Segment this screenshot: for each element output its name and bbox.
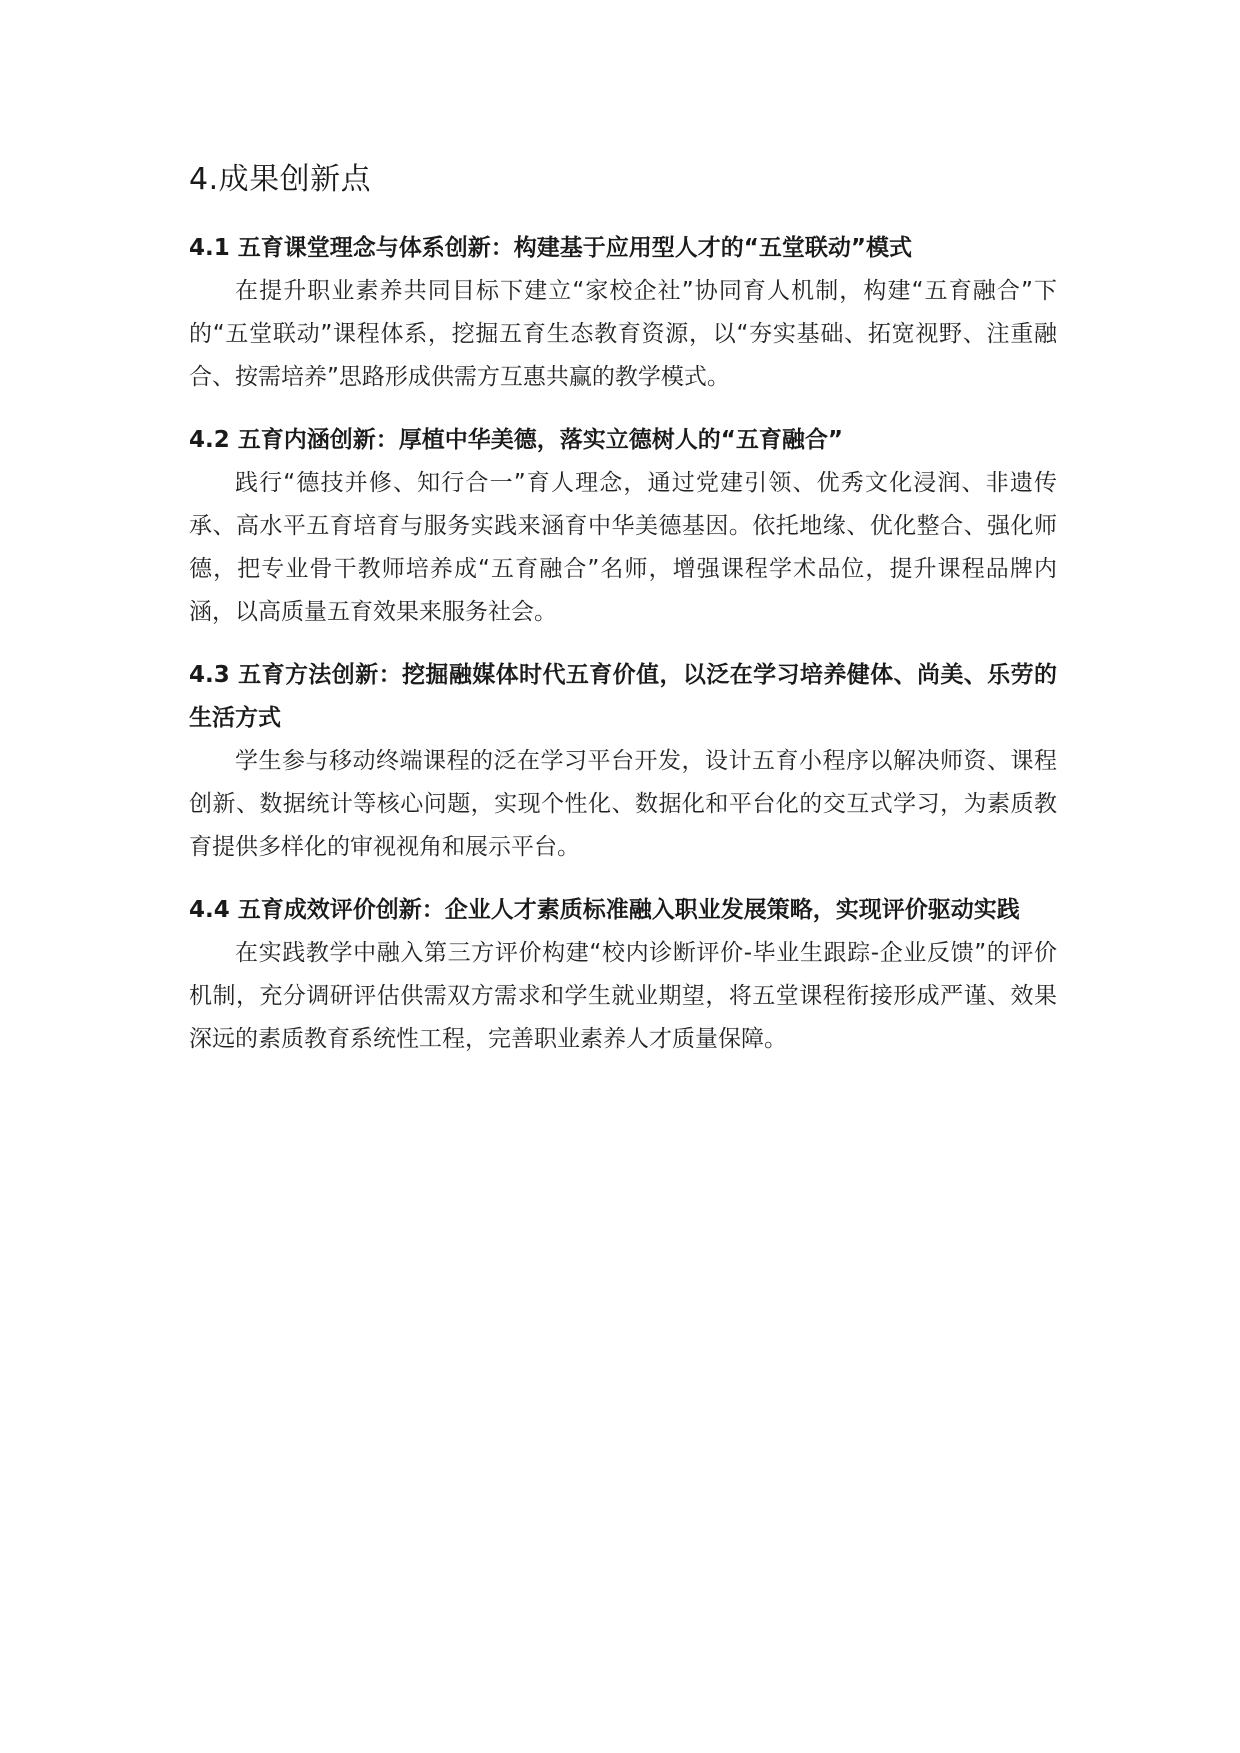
document-page xyxy=(189,155,1057,1081)
section-heading: 4.2 五育内涵创新：厚植中华美德，落实立德树人的“五育融合” xyxy=(189,427,843,453)
section-heading: 4.4 五育成效评价创新：企业人才素质标准融入职业发展策略，实现评价驱动实践 xyxy=(189,897,1020,923)
document-title: 4.成果创新点 xyxy=(189,162,372,197)
section-4-3 xyxy=(189,654,1057,869)
section-paragraph: 在实践教学中融入第三方评价构建“校内诊断评价-毕业生跟踪-企业反馈”的评价机制，充分调研评估供需双方需求和学生就业期望，将五堂课程衔接形成严谨、效果深远的素质教育系统性工程，完善职业素养人才质量保障。 xyxy=(189,940,1057,1052)
section-paragraph: 践行“德技并修、知行合一”育人理念，通过党建引领、优秀文化浸润、非遗传承、高水平五育培育与服务实践来涵育中华美德基因。依托地缘、优化整合、强化师德，把专业骨干教师培养成“五育融合”名师，增强课程学术品位，提升课程品牌内涵，以高质量五育效果来服务社会。 xyxy=(189,470,1057,625)
section-4-2 xyxy=(189,419,1057,634)
section-4-4 xyxy=(189,889,1057,1061)
section-paragraph: 在提升职业素养共同目标下建立“家校企社”协同育人机制，构建“五育融合”下的“五堂联动”课程体系，挖掘五育生态教育资源，以“夯实基础、拓宽视野、注重融合、按需培养”思路形成供需方互惠共赢的教学模式。 xyxy=(189,278,1057,390)
section-heading: 4.3 五育方法创新：挖掘融媒体时代五育价值，以泛在学习培养健体、尚美、乐劳的生活方式 xyxy=(189,662,1057,731)
section-heading: 4.1 五育课堂理念与体系创新：构建基于应用型人才的“五堂联动”模式 xyxy=(189,235,912,261)
section-paragraph: 学生参与移动终端课程的泛在学习平台开发，设计五育小程序以解决师资、课程创新、数据统计等核心问题，实现个性化、数据化和平台化的交互式学习，为素质教育提供多样化的审视视角和展示平台。 xyxy=(189,748,1057,860)
section-4-1 xyxy=(189,227,1057,399)
